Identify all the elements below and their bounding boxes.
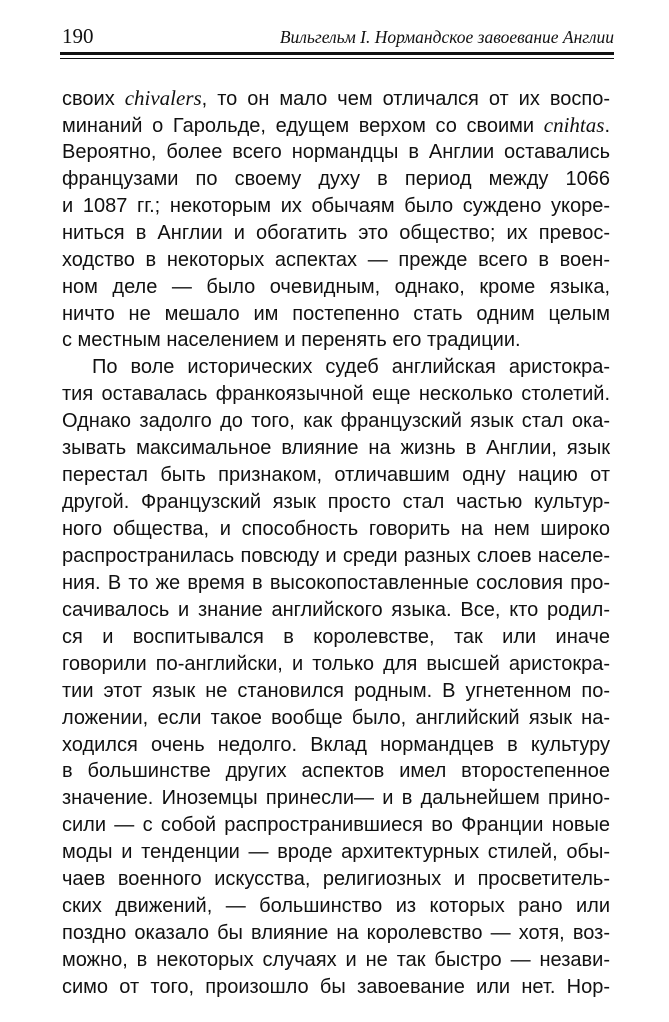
text-line: своих chivalers, то он мало чем отличался от их воспо- [62,86,610,110]
text-line: тии этот язык не становился родным. В угнетенном по- [62,679,610,702]
body-text [62,85,610,1001]
header-rule-thin [60,58,614,59]
text-line: с местным населением и перенять его традиции. [62,329,521,352]
text-line: ния. В то же время в высокопоставленные сословия про- [62,571,610,594]
text-line: перестал быть признаком, отличавшим одну нацию от [62,464,610,487]
text-line: можно, в некоторых случаях и не так быстро — незави- [62,949,610,971]
text-line: ся и воспитывался в королевстве, так или иначе [62,625,610,648]
text-line: сили — с собой распространившиеся во Франции новые [62,814,610,837]
paragraph-1 [62,85,610,354]
text-line: и 1087 гг.; некоторым их обычаям было суждено укоре- [62,194,610,217]
text-line: распространилась повсюду и среди разных слоев населе- [62,544,610,567]
text-line: ходился очень недолго. Вклад нормандцев в культуру [62,733,610,756]
text-line: сачивалось и знание английского языка. Все, кто родил- [62,598,610,621]
text-line: Однако задолго до того, как французский язык стал ока- [62,410,610,433]
text-line: ских движений, — большинство из которых рано или [62,895,610,918]
text-line: в большинстве других аспектов имел второстепенное [62,760,610,783]
text-line: ничто не мешало им постепенно стать одним целым [62,302,610,325]
foreign-term: chivalers [124,86,202,110]
page-header [62,24,614,52]
text-line: значение. Иноземцы принесли— и в дальнейшем прино- [62,787,610,810]
text-line: ходство в некоторых аспектах — прежде всего в воен- [62,248,610,271]
header-rule-thick [60,52,614,55]
foreign-term: cnihtas [543,112,605,137]
paragraph-2 [62,354,610,1001]
running-title: Вильгельм I. Нормандское завоевание Англии [279,27,614,47]
page-number: 190 [62,24,94,48]
text-line: минаний о Гарольде, едущем верхом со своими cnihtas. [62,112,610,137]
text-line: моды и тенденции — вроде архитектурных стилей, обы- [62,841,610,864]
text-line: говорили по-английски, и только для высшей аристокра- [62,652,610,675]
text-line: ного общества, и способность говорить на нем широко [62,518,610,540]
text-line: По воле исторических судеб английская аристокра- [92,356,610,379]
text-line: ном деле — было очевидным, однако, кроме языка, [62,275,610,298]
text-line: другой. Французский язык просто стал частью культур- [62,491,610,514]
text-line: тия оставалась франкоязычной еще несколько столетий. [62,383,610,406]
text-line: чаев военного искусства, религиозных и просветитель- [62,868,610,891]
text-line: ложении, если такое вообще было, английский язык на- [62,706,610,729]
text-line: французами по своему духу в период между 1066 [62,167,610,190]
text-line: симо от того, произошло бы завоевание или нет. Нор- [62,975,610,998]
text-line: зывать максимальное влияние на жизнь в Англии, язык [62,437,610,460]
text-line: поздно оказало бы влияние на королевство — хотя, воз- [62,922,610,945]
text-line: ниться в Англии и обогатить это общество; их превос- [62,221,610,244]
text-line: Вероятно, более всего нормандцы в Англии оставались [62,140,610,163]
